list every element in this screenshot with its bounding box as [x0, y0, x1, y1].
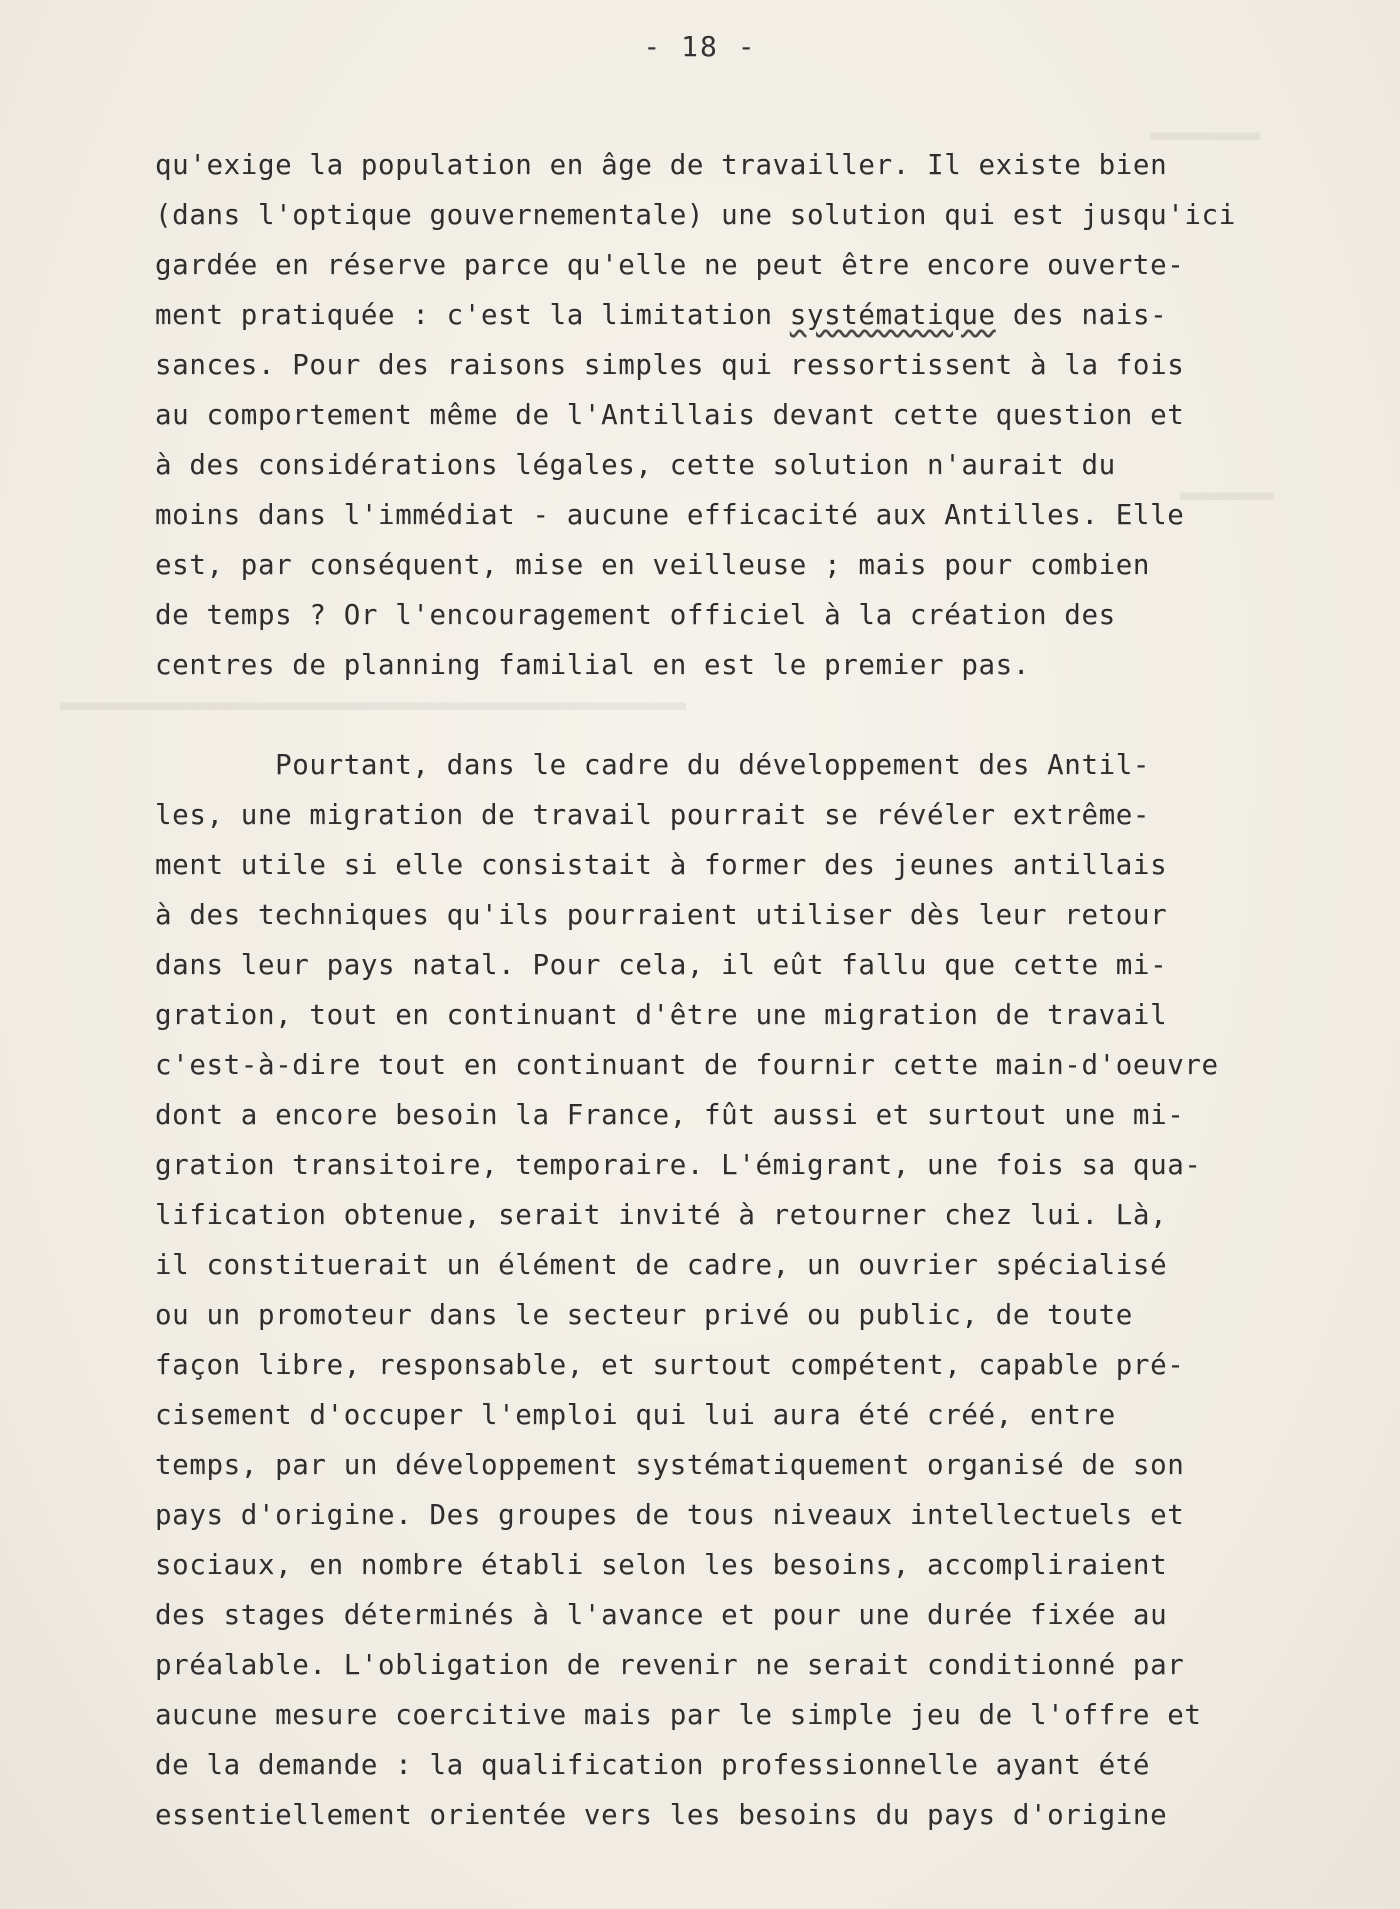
- text-line: sociaux, en nombre établi selon les besoins, accompliraient: [155, 1549, 1168, 1581]
- text-line: Pourtant, dans le cadre du développement des Antil-: [155, 749, 1151, 781]
- text-line-with-underline: ment pratiquée : c'est la limitation systématique des nais-: [155, 299, 1168, 331]
- text-line: dont a encore besoin la France, fût aussi et surtout une mi-: [155, 1099, 1185, 1131]
- page-number: - 18 -: [643, 30, 757, 63]
- text-line: des stages déterminés à l'avance et pour une durée fixée au: [155, 1599, 1168, 1631]
- text-line: sances. Pour des raisons simples qui ressortissent à la fois: [155, 349, 1185, 381]
- text-line: à des considérations légales, cette solution n'aurait du: [155, 449, 1116, 481]
- text-line: à des techniques qu'ils pourraient utiliser dès leur retour: [155, 899, 1168, 931]
- text-line: les, une migration de travail pourrait se révéler extrême-: [155, 799, 1151, 831]
- text-line: (dans l'optique gouvernementale) une solution qui est jusqu'ici: [155, 199, 1236, 231]
- text-line: ou un promoteur dans le secteur privé ou public, de toute: [155, 1299, 1133, 1331]
- text-line: préalable. L'obligation de revenir ne serait conditionné par: [155, 1649, 1185, 1681]
- paragraph-spacer: [155, 690, 1355, 740]
- body-text: [155, 140, 1355, 1840]
- text-line: lification obtenue, serait invité à retourner chez lui. Là,: [155, 1199, 1168, 1231]
- show-through-decoration: ▬▬▬▬▬▬▬▬▬▬▬▬▬▬▬▬▬▬▬▬▬▬▬▬▬▬▬▬▬▬▬▬▬▬▬▬▬▬▬▬: [60, 690, 687, 720]
- text-line: gardée en réserve parce qu'elle ne peut être encore ouverte-: [155, 249, 1185, 281]
- text-line: pays d'origine. Des groupes de tous niveaux intellectuels et: [155, 1499, 1185, 1531]
- text-line: de la demande : la qualification professionnelle ayant été: [155, 1749, 1151, 1781]
- text-line: au comportement même de l'Antillais devant cette question et: [155, 399, 1185, 431]
- text-line: dans leur pays natal. Pour cela, il eût fallu que cette mi-: [155, 949, 1168, 981]
- text-line: c'est-à-dire tout en continuant de fournir cette main-d'oeuvre: [155, 1049, 1219, 1081]
- show-through-decoration: ▬▬▬▬▬▬: [1180, 480, 1274, 510]
- text-line: de temps ? Or l'encouragement officiel à la création des: [155, 599, 1116, 631]
- text-line: centres de planning familial en est le premier pas.: [155, 649, 1030, 681]
- text-line: est, par conséquent, mise en veilleuse ; mais pour combien: [155, 549, 1151, 581]
- text-line: il constituerait un élément de cadre, un ouvrier spécialisé: [155, 1249, 1168, 1281]
- text-line: moins dans l'immédiat - aucune efficacité aux Antilles. Elle: [155, 499, 1185, 531]
- paragraph-2: [155, 740, 1355, 1840]
- paragraph-1: [155, 140, 1355, 690]
- text-line: ment utile si elle consistait à former des jeunes antillais: [155, 849, 1168, 881]
- text-line: aucune mesure coercitive mais par le simple jeu de l'offre et: [155, 1699, 1202, 1731]
- text-line: gration transitoire, temporaire. L'émigrant, une fois sa qua-: [155, 1149, 1202, 1181]
- text-line: qu'exige la population en âge de travailler. Il existe bien: [155, 149, 1168, 181]
- underlined-word: systématique: [789, 299, 996, 331]
- text-line: gration, tout en continuant d'être une migration de travail: [155, 999, 1168, 1031]
- text-line: temps, par un développement systématiquement organisé de son: [155, 1449, 1185, 1481]
- text-line: essentiellement orientée vers les besoins du pays d'origine: [155, 1799, 1168, 1831]
- show-through-decoration: ▬▬▬▬▬▬▬: [1150, 120, 1260, 150]
- text-line: cisement d'occuper l'emploi qui lui aura été créé, entre: [155, 1399, 1116, 1431]
- text-line: façon libre, responsable, et surtout compétent, capable pré-: [155, 1349, 1185, 1381]
